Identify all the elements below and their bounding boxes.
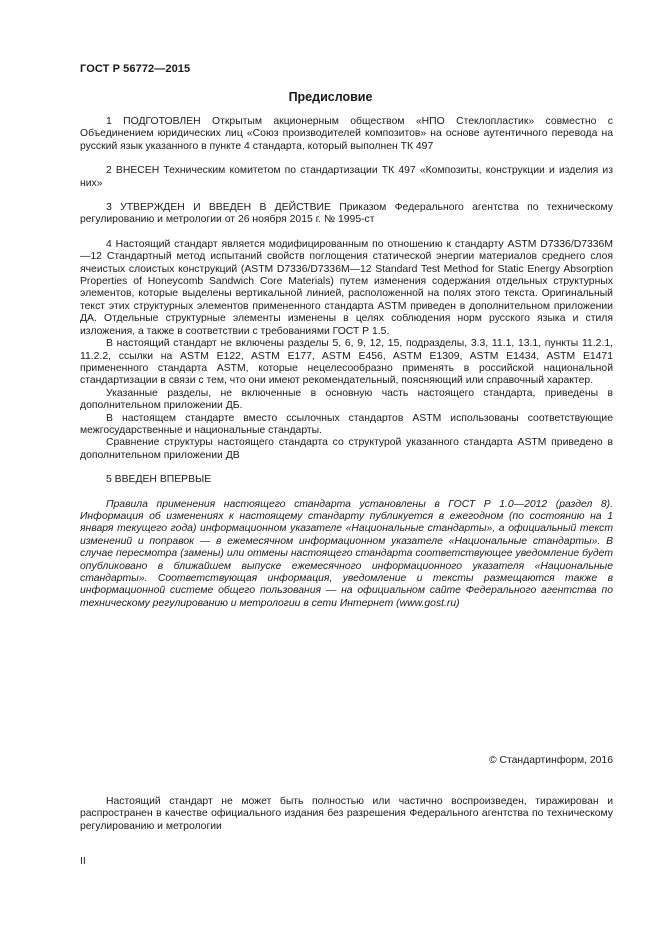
paragraph-excluded-sections: В настоящий стандарт не включены разделы 5, 6, 9, 12, 15, подразделы, 3.3, 11.1, 13.1, пункты 11.2.1, 11.2.2, ссылки на ASTM E122, ASTM E177, ASTM E456, ASTM E1309, ASTM E1434, ASTM E1471 примененного стандарта ASTM, которые нецелесообразно применять в российской национальной стандартизации в связи с тем, что они имеют рекомендательный, поясняющий или справочный характер. bbox=[80, 338, 613, 387]
paragraph-introduced: 2 ВНЕСЕН Техническим комитетом по стандартизации ТК 497 «Композиты, конструкции и изделия из них» bbox=[80, 165, 613, 189]
paragraph-prepared: 1 ПОДГОТОВЛЕН Открытым акционерным обществом «НПО Стеклопластик» совместно с Объединением юридических лиц «Союз производителей композитов» на основе аутентичного перевода на русский язык указанного в пункте 4 стандарта, который выполнен ТК 497 bbox=[80, 116, 613, 152]
paragraph-reference-standards: В настоящем стандарте вместо ссылочных стандартов ASTM использованы соответствующие межгосударственные и национальные стандарты. bbox=[80, 412, 613, 436]
paragraph-approved: 3 УТВЕРЖДЕН И ВВЕДЕН В ДЕЙСТВИЕ Приказом Федерального агентства по техническому регулированию и метрологии от 26 ноября 2015 г. № 1995-ст bbox=[80, 202, 613, 226]
foreword-body bbox=[80, 116, 613, 610]
italic-notice: Правила применения настоящего стандарта установлены в ГОСТ Р 1.0—2012 (раздел 8). Информация об изменениях к настоящему стандарту публикуется в ежегодном (по состоянию на 1 января текущего года) информационном указателе «Национальные стандарты», а официальный текст изменений и поправок — в ежемесячном информационном указателе «Национальные стандарты». В случае пересмотра (замены) или отмены настоящего стандарта соответствующее уведомление будет опубликовано в ближайшем выпуске ежемесячного информационного указателя «Национальные стандарты». Соответствующая информация, уведомление и тексты размещаются также в информационной системе общего пользования — на официальном сайте Федерального агентства по техническому регулированию и метрологии в сети Интернет (www.gost.ru) bbox=[80, 498, 613, 609]
paragraph-modified: 4 Настоящий стандарт является модифицированным по отношению к стандарту ASTM D7336/D7336M—12 Стандартный метод испытаний свойств поглощения статической энергии материалов среднего слоя ячеистых слоистых конструкций (ASTM D7336/D7336M—12 Standard Test Method for Static Energy Absorption Properties of Honeycomb Sandwich Core Materials) путем изменения содержания отдельных структурных элементов, которые выделены вертикальной линией, расположенной на полях этого текста. Оригинальный текст этих структурных элементов примененного стандарта ASTM приведен в дополнительном приложении ДА. Отдельные структурные элементы изменены в целях соблюдения норм русского языка и стиля изложения, а также в соответствии с требованиями ГОСТ Р 1.5. bbox=[80, 238, 613, 337]
reproduction-notice bbox=[80, 796, 613, 833]
paragraph-appendix-db: Указанные разделы, не включенные в основную часть настоящего стандарта, приведены в дополнительном приложении ДБ. bbox=[80, 387, 613, 412]
paragraph-appendix-dv: Сравнение структуры настоящего стандарта со структурой указанного стандарта ASTM приведено в дополнительном приложении ДВ bbox=[80, 437, 613, 461]
document-code: ГОСТ Р 56772—2015 bbox=[80, 63, 191, 75]
page-number: II bbox=[80, 856, 86, 867]
paragraph-first-introduced: 5 ВВЕДЕН ВПЕРВЫЕ bbox=[106, 474, 212, 486]
copyright-line: © Стандартинформ, 2016 bbox=[488, 755, 613, 766]
reproduction-notice-text: Настоящий стандарт не может быть полностью или частично воспроизведен, тиражирован и распространен в качестве официального издания без разрешения Федерального агентства по техническому регулированию и метрологии bbox=[80, 796, 613, 832]
page-title: Предисловие bbox=[288, 90, 373, 104]
